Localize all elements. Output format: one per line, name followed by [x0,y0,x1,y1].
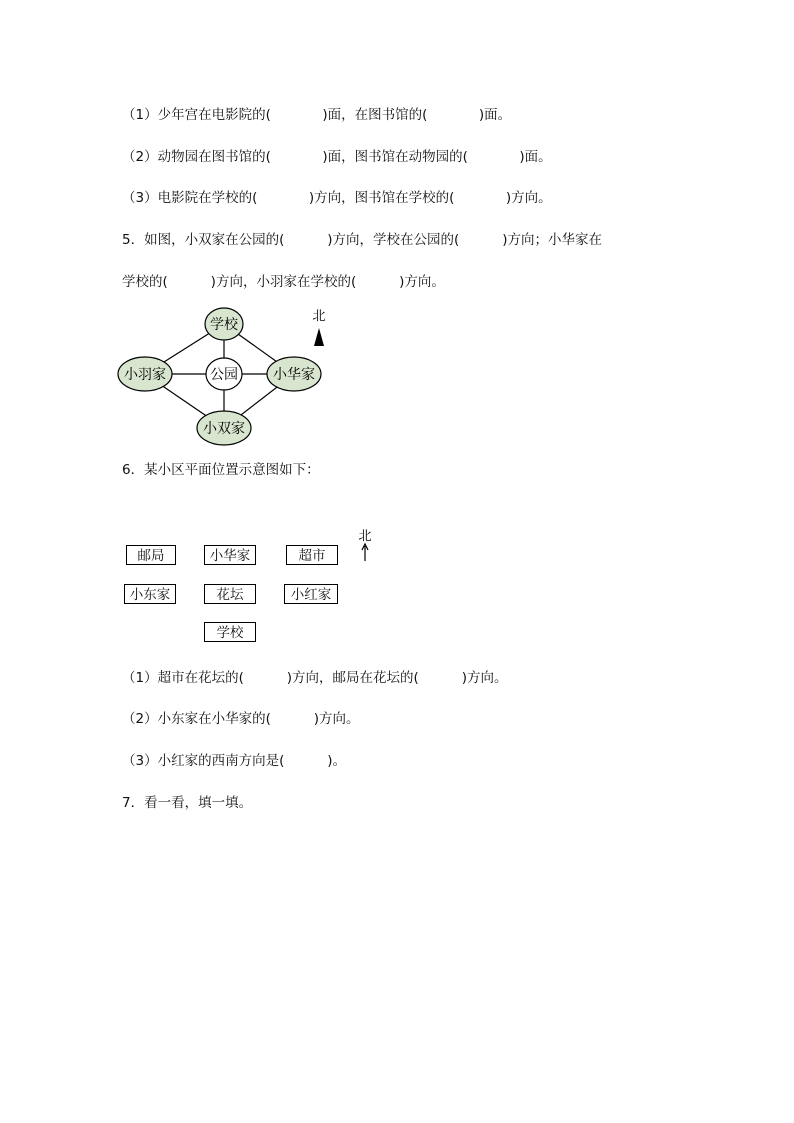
box-flower-bed: 花坛 [204,584,256,604]
label-xiaoyu: 小羽家 [124,367,166,383]
question-7: 7．看一看，填一填。 [122,795,253,811]
question-5-line-2: 学校的( )方向，小羽家在学校的( )方向。 [122,274,445,290]
question-6-3: （3）小红家的西南方向是( )。 [122,753,347,769]
box-xiaohong: 小红家 [284,584,338,604]
question-6-1: （1）超市在花坛的( )方向，邮局在花坛的( )方向。 [122,670,508,686]
question-5-line-1: 5．如图，小双家在公园的( )方向，学校在公园的( )方向；小华家在 [122,232,602,248]
box-xiaodong: 小东家 [124,584,176,604]
north-label-2: 北 [358,529,372,544]
box-supermarket: 超市 [286,545,338,565]
north-arrow-icon [314,328,324,346]
box-school: 学校 [204,622,256,642]
question-4-1: （1）少年宫在电影院的( )面，在图书馆的( )面。 [122,107,512,123]
question-6-2: （2）小东家在小华家的( )方向。 [122,711,360,727]
label-xiaoshuang: 小双家 [203,421,245,437]
question-4-2: （2）动物园在图书馆的( )面，图书馆在动物园的( )面。 [122,149,552,165]
box-xiaohua: 小华家 [204,545,256,565]
north-label: 北 [312,309,326,324]
label-xiaohua: 小华家 [273,367,315,383]
label-school: 学校 [210,317,238,333]
park-map-diagram [115,300,345,450]
north-indicator [355,526,375,564]
label-park: 公园 [210,367,238,383]
question-6: 6．某小区平面位置示意图如下： [122,462,320,478]
question-4-3: （3）电影院在学校的( )方向，图书馆在学校的( )方向。 [122,190,552,206]
north-arrow-up-icon [362,544,368,561]
box-post-office: 邮局 [126,545,176,565]
